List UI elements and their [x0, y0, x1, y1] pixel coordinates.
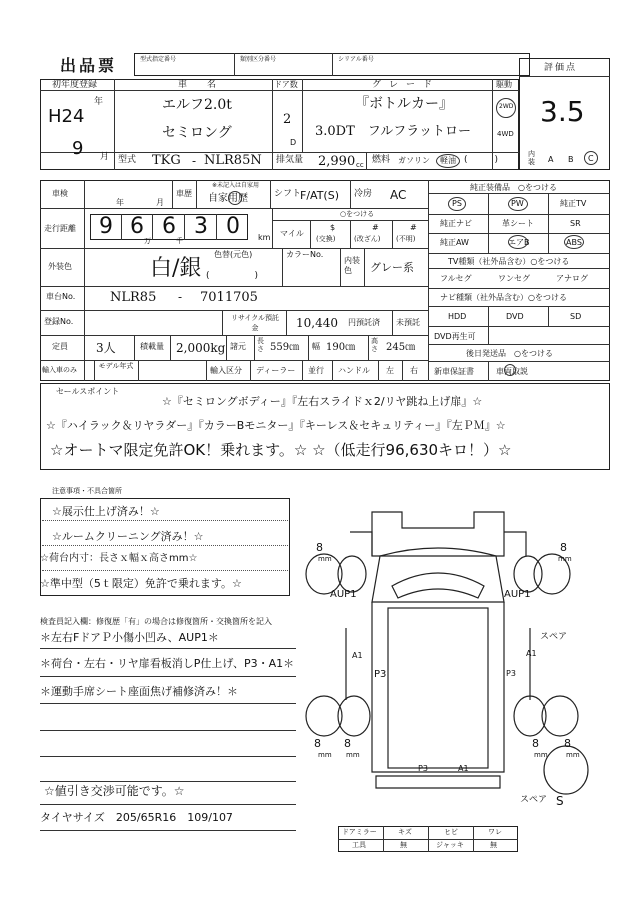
payload-label: 積載量 — [140, 342, 164, 351]
tread-rr-inner: 8 — [532, 737, 539, 750]
displacement-value: 2,990 — [318, 154, 356, 169]
note-3: ☆荷台内寸：長さｘ幅ｘ高さmm☆ — [40, 553, 198, 564]
cargo-bed — [388, 608, 488, 768]
interior-b: B — [568, 155, 574, 164]
sen-unit: 千 — [176, 237, 183, 245]
cc-unit: cc — [356, 161, 364, 169]
regno-label: 登録No. — [44, 317, 74, 326]
recycle-label: リサイクル預託金 — [230, 314, 280, 332]
equip-aw: 純正AW — [440, 238, 469, 247]
mileage-digit-1: 9 — [99, 214, 113, 239]
damage-aup1-left: AUP1 — [330, 589, 357, 600]
era-value: H24 — [48, 106, 85, 127]
tv-oneseg: ワンセグ — [498, 274, 530, 283]
mirrors — [350, 532, 526, 556]
model-label: 型式 — [118, 155, 137, 165]
post-title: 後日発送品 ○をつける — [466, 349, 553, 358]
interior-a: A — [548, 155, 554, 164]
payload-value: 2,000kg — [176, 341, 226, 355]
inspection-year: 年 — [116, 198, 124, 207]
inspector-3: ＊運動手席シート座面焦げ補修済み！＊ — [40, 685, 238, 698]
tools-h2: キズ — [398, 828, 412, 836]
alter-label: (改ざん) — [354, 235, 381, 243]
inspection-label: 車検 — [52, 189, 68, 198]
model-code: NLR85N — [204, 153, 262, 168]
note-1: ☆展示仕上げ済み！☆ — [52, 505, 160, 518]
man-unit: 万 — [144, 237, 151, 245]
windshield — [392, 573, 484, 598]
score-value: 3.5 — [540, 95, 585, 128]
attach-note: ○をつける — [340, 210, 375, 218]
left-label: 左 — [386, 366, 394, 375]
tools-v1: 工具 — [352, 841, 366, 849]
exterior-color: 白/銀 — [150, 256, 202, 281]
history-value: 自家用歴 — [208, 193, 248, 204]
height-label: 高さ — [371, 337, 378, 353]
doors-label: ドア数 — [274, 80, 298, 89]
equip-pw: PW — [511, 199, 524, 208]
unknown-label: (不明) — [396, 235, 416, 243]
drive-2wd: 2WD — [499, 103, 514, 110]
damage-aup1-right: AUP1 — [504, 589, 531, 600]
side-rails — [346, 628, 530, 700]
dealer-label: ディーラー — [256, 366, 296, 375]
recycle-unit: 円預託済 — [348, 318, 380, 327]
tread-rr-mm: mm — [534, 751, 548, 759]
tread-rl-inner: 8 — [344, 737, 351, 750]
exterior-label: 外装色 — [48, 262, 72, 271]
model-year-label: モデル年式 — [98, 362, 134, 370]
tv-analog: アナログ — [556, 274, 588, 283]
chassis-dash: - — [178, 290, 183, 304]
fuel-alt: 軽油 — [440, 156, 456, 165]
tools-h1: ドアミラー — [342, 828, 377, 836]
tread-rr-outer: 8 — [564, 737, 571, 750]
model-dash: - — [192, 154, 197, 168]
inspector-title: 検査員記入欄：修復歴「有」の場合は修復箇所・交換箇所を記入 — [40, 617, 272, 626]
interior-color-value: グレー系 — [370, 261, 414, 274]
chassis-number: 7011705 — [200, 290, 258, 305]
import-cat-label: 輸入区分 — [210, 366, 242, 375]
doors-value: 2 — [283, 112, 292, 127]
serial-label: シリアル番号 — [338, 56, 374, 63]
capacity-label: 定員 — [52, 342, 68, 351]
model-cert-label: 型式指定番号 — [140, 56, 177, 63]
displacement-label: 排気量 — [276, 155, 304, 165]
chassis-label: 車台No. — [46, 292, 76, 301]
inspection-month: 月 — [156, 198, 164, 207]
meter-label: マイル — [280, 229, 304, 238]
truck-outline — [372, 602, 504, 772]
dims-label: 諸元 — [230, 342, 246, 351]
post-warranty: 新車保証書 — [434, 367, 474, 376]
mileage-digit-3: 6 — [162, 214, 176, 239]
equip-abs: ABS — [566, 238, 582, 247]
model-prefix: TKG — [152, 153, 181, 168]
tire-rear-left-inner — [338, 696, 370, 736]
tv-fullseg: フルセグ — [440, 274, 472, 283]
parallel-label: 並行 — [308, 366, 324, 375]
sales-line-3: ☆オートマ限定免許OK！乗れます。☆ ☆（低走行96,630キロ！）☆ — [50, 441, 512, 459]
note-4: ☆準中型（5ｔ限定）免許で乗れます。☆ — [40, 577, 242, 590]
tv-title: TV種類（社外品含む）○をつける — [448, 257, 570, 266]
ac-value: AC — [390, 188, 407, 202]
spare-value: S — [556, 794, 564, 808]
month-suffix: 月 — [100, 152, 110, 162]
note-2: ☆ルームクリーニング済み！☆ — [52, 530, 204, 543]
interior-label: 内装 — [528, 150, 535, 166]
history-note: ※未記入は自家用 — [212, 182, 260, 189]
tread-fl-mm: mm — [318, 555, 332, 563]
cab-roof — [372, 512, 504, 556]
color-change-label: 色替(元色) — [214, 250, 253, 259]
grade-line1: 『ボトルカー』 — [355, 96, 453, 112]
class-no-label: 類別区分番号 — [240, 56, 277, 63]
equip-airb: エアB — [508, 238, 530, 247]
sales-label: セールスポイント — [56, 387, 120, 396]
tread-rl-inner-mm: mm — [346, 751, 360, 759]
negotiable: ☆値引き交渉可能です。☆ — [44, 784, 185, 798]
damage-a1-rear: A1 — [458, 764, 469, 773]
fuel-label: 燃料 — [372, 155, 391, 165]
shift-value: F/AT(S) — [300, 189, 339, 202]
width-label: 幅 — [312, 342, 320, 351]
alter-symbol: # — [372, 223, 379, 232]
capacity-value: 3人 — [96, 341, 116, 355]
tread-rl-mm: mm — [318, 751, 332, 759]
drive-label: 駆動 — [496, 80, 512, 89]
equip-navi: 純正ナビ — [440, 219, 472, 228]
damage-p3-right: P3 — [506, 669, 516, 678]
unknown-symbol: # — [410, 223, 417, 232]
fuel-paren: ( ) — [464, 155, 499, 165]
dvd-playback: DVD再生可 — [434, 332, 476, 341]
sales-line-2: ☆『ハイラック＆リヤラダー』『カラーBモニター』『キーレス＆セキュリティー』『左ＰＭ』☆ — [46, 419, 506, 432]
length-value: 559㎝ — [270, 342, 300, 353]
tire-rear-left-outer — [306, 696, 342, 736]
inspector-2: ＊荷台・左右・リヤ扉看板消しP仕上げ、P3・A1＊ — [40, 657, 295, 670]
post-manual: 車両取説 — [496, 367, 528, 376]
navi-dvd: DVD — [506, 312, 524, 321]
navi-hdd: HDD — [448, 312, 467, 321]
damage-p3-left: P3 — [374, 669, 387, 680]
fuel-value: ガソリン — [398, 156, 430, 165]
doors-sub: D — [290, 138, 297, 147]
recycle-amount: 10,440 — [296, 316, 338, 330]
chassis-prefix: NLR85 — [110, 290, 157, 305]
spare-label-bottom: スペア — [520, 795, 548, 805]
length-label: 長さ — [257, 337, 264, 353]
first-reg-label: 初年度登録 — [52, 80, 98, 90]
spare-label-top: スペア — [540, 632, 568, 642]
interior-color-label: 内装色 — [344, 256, 360, 275]
tread-rr-outer-mm: mm — [566, 751, 580, 759]
grade-line2: 3.0DT フルフラットロー — [315, 124, 471, 139]
tread-fr: 8 — [560, 541, 567, 554]
notes-title: 注意事項・不具合箇所 — [52, 487, 122, 495]
navi-sd: SD — [570, 312, 582, 321]
width-value: 190㎝ — [326, 342, 356, 353]
equip-ps: PS — [452, 199, 462, 208]
recycle-status: 未預託 — [396, 318, 420, 327]
sales-line-1: ☆『セミロングボディー』『左右スライドｘ2/リヤ跳ね上げ扉』☆ — [162, 395, 483, 408]
navi-title: ナビ種類（社外品含む）○をつける — [440, 293, 567, 302]
tread-fl: 8 — [316, 541, 323, 554]
drive-4wd: 4WD — [497, 130, 514, 138]
score-label: 評価点 — [544, 63, 578, 73]
exterior-paren: ( ) — [206, 271, 259, 281]
tools-h3: ヒビ — [444, 828, 458, 836]
km-unit: km — [258, 233, 271, 242]
month-value: 9 — [72, 138, 84, 159]
tire-rear-right-inner — [514, 696, 546, 736]
damage-a1-left: A1 — [352, 651, 363, 660]
swap-symbol: $ — [330, 223, 336, 232]
history-label: 車歴 — [176, 189, 192, 198]
name-label: 車名 — [178, 80, 237, 90]
equip-title: 純正装備品 ○をつける — [470, 183, 557, 192]
tread-fr-mm: mm — [558, 555, 572, 563]
year-suffix: 年 — [94, 97, 104, 107]
color-no-label: カラーNo. — [286, 250, 324, 259]
equip-tv: 純正TV — [560, 199, 587, 208]
swap-label: (交換) — [316, 235, 336, 243]
damage-p3-rear: P3 — [418, 764, 428, 773]
mileage-digit-4: 3 — [194, 214, 208, 239]
vehicle-name: エルフ2.0t — [162, 97, 232, 113]
tools-v2: 無 — [400, 841, 407, 849]
right-label: 右 — [410, 366, 418, 375]
tools-v3: ジャッキ — [436, 841, 464, 849]
handle-label: ハンドル — [338, 366, 370, 375]
equip-sr: SR — [570, 219, 581, 228]
tools-v4: 無 — [490, 841, 497, 849]
form-title: 出品票 — [60, 56, 118, 75]
grade-label: グレード — [372, 80, 441, 90]
tools-h4: ワレ — [488, 828, 502, 836]
mileage-digit-5: 0 — [226, 214, 240, 239]
tread-rl-outer: 8 — [314, 737, 321, 750]
rear-bumper — [376, 776, 500, 788]
inspector-1: ＊左右FドアＰ小傷小凹み、AUP1＊ — [40, 631, 219, 644]
damage-a1-right: A1 — [526, 649, 537, 658]
height-value: 245㎝ — [386, 342, 416, 353]
mileage-digit-2: 6 — [130, 214, 144, 239]
vehicle-sub: セミロング — [162, 125, 232, 141]
mileage-label: 走行距離 — [44, 224, 76, 233]
shift-label: シフト — [274, 189, 302, 199]
tire-rear-right-outer — [542, 696, 578, 736]
ac-label: 冷房 — [354, 189, 373, 199]
equip-leather: 革シート — [502, 219, 534, 228]
tire-size: タイヤサイズ 205/65R16 109/107 — [40, 811, 233, 824]
interior-c: C — [588, 154, 594, 163]
import-label: 輸入車のみ — [42, 366, 77, 374]
